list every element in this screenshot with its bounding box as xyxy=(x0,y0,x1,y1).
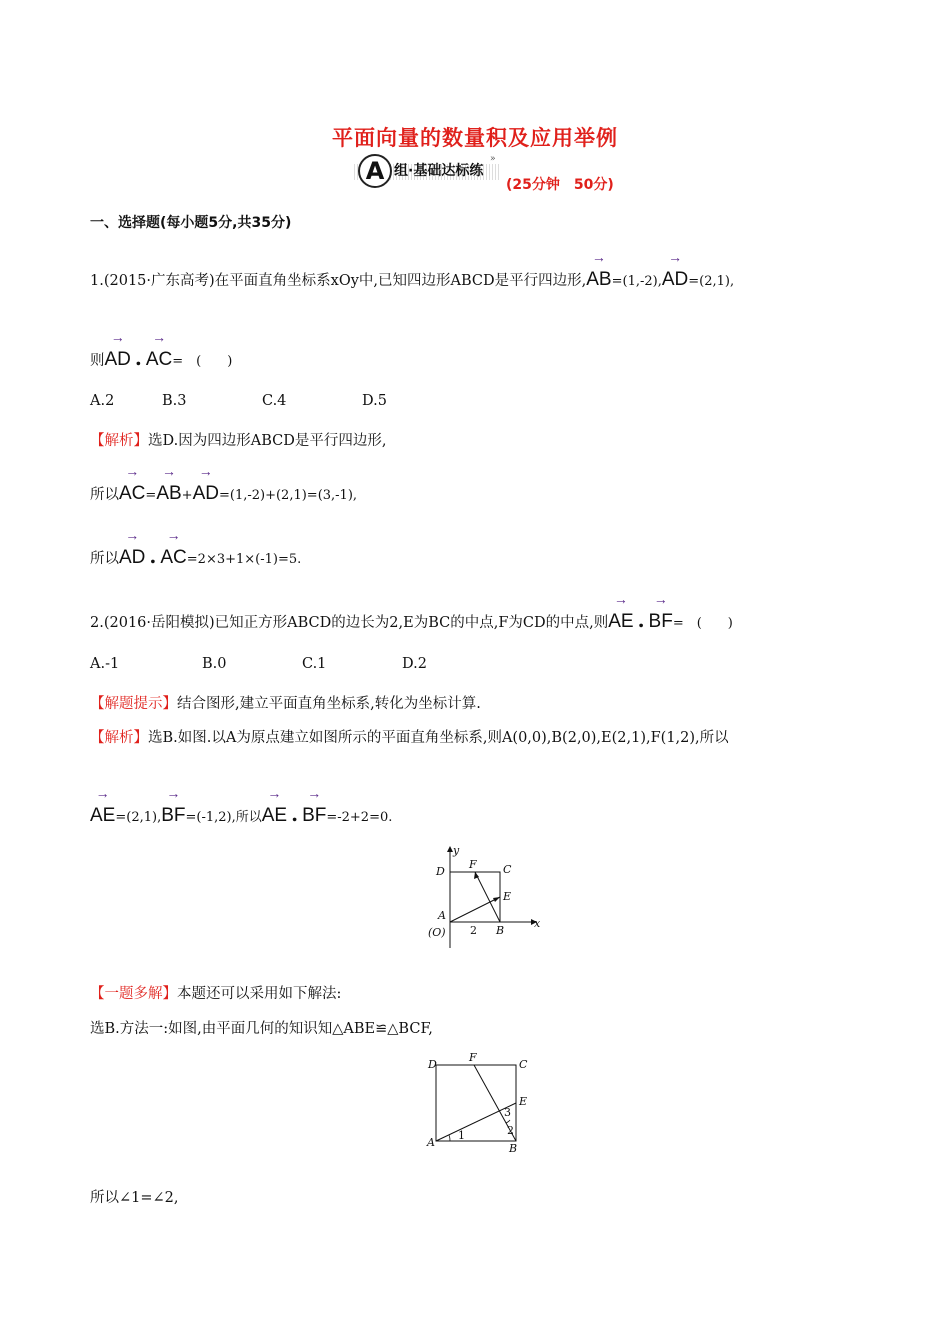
angle-3-arc xyxy=(506,1120,510,1123)
figure-geometry-square xyxy=(422,1050,532,1154)
q2-bf-value: =(-1,2),所以 xyxy=(185,810,262,825)
vector-bf: → BF xyxy=(649,604,673,631)
q2-conclusion: 所以∠1=∠2, xyxy=(90,1190,179,1206)
vector-bf: → BF xyxy=(302,798,326,825)
badge-label: 组·基础达标练 xyxy=(394,163,484,179)
vector-ab: → AB xyxy=(586,262,611,289)
q1-sum-value: =(1,-2)+(2,1)=(3,-1), xyxy=(218,488,358,503)
label-e: E xyxy=(519,1095,528,1108)
vector-bf: → BF xyxy=(161,798,185,825)
q2-method-1: 选B.方法一:如图,由平面几何的知识知△ABE≌△BCF, xyxy=(90,1021,433,1037)
vector-ad: → AD xyxy=(105,342,131,369)
vector-ae: → AE xyxy=(90,798,115,825)
q1-option-a: A.2 xyxy=(90,393,115,409)
q1-solution-1 xyxy=(90,429,386,450)
q2-hint-text: 结合图形,建立平面直角坐标系,转化为坐标计算. xyxy=(177,696,481,712)
q1-ab-value: =(1,-2), xyxy=(611,274,662,289)
q2-result: =-2+2=0. xyxy=(326,810,393,825)
badge-chevron-icon: » xyxy=(490,154,496,164)
vector-ab: → AB xyxy=(156,476,181,503)
vector-ac: → AC xyxy=(160,540,186,567)
page-title: 平面向量的数量积及应用举例 xyxy=(332,126,618,150)
q2-blank: = ( ) xyxy=(672,616,733,631)
q1-then: 则 xyxy=(90,353,105,369)
label-f: F xyxy=(469,858,477,871)
plus: + xyxy=(181,488,193,503)
group-badge xyxy=(354,152,504,186)
q2-stem xyxy=(90,604,733,632)
section-heading: 一、选择题(每小题5分,共35分) xyxy=(90,215,292,231)
badge-letter: A xyxy=(358,154,392,188)
label-d: D xyxy=(436,865,445,878)
q1-solution-3 xyxy=(90,540,301,568)
vector-ae-arrow-icon xyxy=(493,897,500,902)
label-d: D xyxy=(428,1058,437,1071)
q2-solution-text: 选B.如图.以A为原点建立如图所示的平面直角坐标系,则A(0,0),B(2,0),E(2,1),F(1,2),所以 xyxy=(148,730,729,746)
label-c: C xyxy=(503,863,512,876)
square-abcd xyxy=(436,1065,516,1141)
q1-prefix: 1.(2015·广东高考)在平面直角坐标系xOy中,已知四边形ABCD是平行四边形, xyxy=(90,273,587,289)
q2-solution-2 xyxy=(90,798,392,826)
q2-option-a: A.-1 xyxy=(90,656,120,672)
q2-options xyxy=(90,656,427,672)
vector-ae-line xyxy=(450,897,500,922)
q2-multi-text: 本题还可以采用如下解法: xyxy=(177,986,342,1002)
label-a: A xyxy=(438,909,446,922)
equals: = xyxy=(145,488,157,503)
vector-ae: → AE xyxy=(608,604,633,631)
multi-tag: 【一题多解】 xyxy=(90,986,177,1002)
hint-tag: 【解题提示】 xyxy=(90,696,177,712)
label-two: 2 xyxy=(470,924,477,937)
q2-multi xyxy=(90,982,341,1003)
label-e: E xyxy=(503,890,512,903)
q1-ad-value: =(2,1), xyxy=(688,274,735,289)
label-x: x xyxy=(534,917,541,930)
dot-operator: . xyxy=(134,346,142,370)
q1-blank: = ( ) xyxy=(172,354,233,369)
solution-tag: 【解析】 xyxy=(90,433,148,449)
q2-solution-1 xyxy=(90,726,729,747)
dot-operator: . xyxy=(291,802,299,826)
vector-ad: → AD xyxy=(193,476,219,503)
q1-stem xyxy=(90,262,734,290)
q1-stem-2 xyxy=(90,342,232,370)
vector-ac: → AC xyxy=(119,476,145,503)
square-abcd xyxy=(450,872,500,922)
dot-operator: . xyxy=(149,544,157,568)
angle-1-arc xyxy=(449,1135,450,1141)
label-f: F xyxy=(469,1051,477,1064)
time-note: (25分钟 50分) xyxy=(506,177,614,193)
label-o: (O) xyxy=(428,926,446,939)
q1-result: =2×3+1×(-1)=5. xyxy=(186,552,302,567)
label-y: y xyxy=(453,844,460,857)
so-text: 所以 xyxy=(90,487,119,503)
label-b: B xyxy=(509,1142,518,1154)
q1-option-c: C.4 xyxy=(262,393,287,409)
label-a: A xyxy=(427,1136,435,1149)
q2-option-d: D.2 xyxy=(402,656,427,672)
q2-hint xyxy=(90,692,481,713)
q1-options xyxy=(90,393,387,409)
q1-option-d: D.5 xyxy=(362,393,387,409)
q1-solution-text: 选D.因为四边形ABCD是平行四边形, xyxy=(148,433,387,449)
dot-operator: . xyxy=(637,608,645,632)
solution-tag: 【解析】 xyxy=(90,730,148,746)
label-angle-1: 1 xyxy=(458,1129,465,1142)
vector-ac: → AC xyxy=(146,342,172,369)
q2-prefix: 2.(2016·岳阳模拟)已知正方形ABCD的边长为2,E为BC的中点,F为CD的中点,则 xyxy=(90,615,609,631)
q2-ae-value: =(2,1), xyxy=(115,810,162,825)
figure-coordinate-square xyxy=(415,842,545,950)
label-angle-3: 3 xyxy=(504,1106,511,1119)
q1-solution-2 xyxy=(90,476,357,504)
q2-option-b: B.0 xyxy=(202,656,227,672)
label-angle-2: 2 xyxy=(507,1124,514,1137)
vector-ae: → AE xyxy=(262,798,287,825)
label-c: C xyxy=(519,1058,528,1071)
vector-ad: → AD xyxy=(662,262,688,289)
q1-option-b: B.3 xyxy=(162,393,187,409)
q2-option-c: C.1 xyxy=(302,656,327,672)
label-b: B xyxy=(496,924,505,937)
so-text: 所以 xyxy=(90,551,119,567)
vector-ad: → AD xyxy=(119,540,145,567)
vector-bf-line xyxy=(475,872,500,922)
